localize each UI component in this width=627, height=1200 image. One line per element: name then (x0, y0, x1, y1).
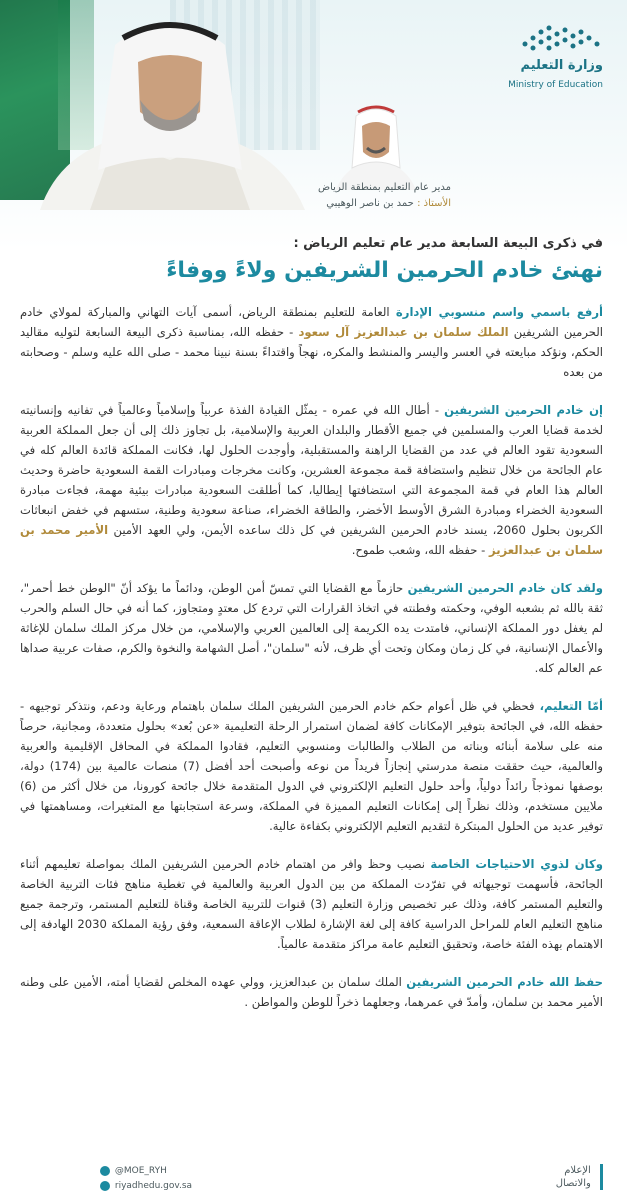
article-body (20, 302, 603, 1030)
director-portrait (326, 98, 426, 190)
globe-icon (100, 1181, 110, 1191)
paragraph-5-highlight: وكان لذوي الاحتياجات الخاصة (430, 857, 603, 871)
footer (0, 1160, 627, 1200)
paragraph-3 (20, 578, 603, 678)
header-banner (0, 0, 627, 250)
paragraph-4 (20, 696, 603, 836)
paragraph-5 (20, 854, 603, 954)
paragraph-4-highlight: أمّا التعليم، (539, 699, 604, 713)
footer-accent-bar (600, 1164, 603, 1190)
director-caption (261, 180, 451, 212)
paragraph-2-crown-prince-name: الأمير محمد بن سلمان بن عبدالعزيز (20, 523, 603, 557)
footer-handle[interactable]: @MOE_RYH (114, 1166, 167, 1176)
paragraph-2-highlight: إن خادم الحرمين الشريفين (444, 403, 603, 417)
king-portrait (20, 0, 320, 210)
paragraph-1-highlight: أرفع باسمي واسم منسوبي الإدارة (395, 305, 604, 319)
paragraph-2-text-a: - أطال الله في عمره - يمثّل القيادة الفذة عربياً وإسلامياً وعالمياً في تفانيه وإنسانيته لخدمة قضايا العرب والمسلمين في جميع الأقطار والبلدان العربية والإسلامية، بل تجاوز ذلك إلى أن جعل المملكة العربية السعودية تقود العالم في عدد من القضايا الراهنة والمستقبلية، وأوجدت الحلول لها، فكانت المملكة قائدة العالم كله في عام الجائحة من خلال تنظيم واستضافة قمة مجموعة العشرين، وكانت مخرجات ومبادرات القمة السعودية حاضرة وحديث العالم هذا العام في قمة المجموعة التي استضافتها إيطاليا، كما أطلقت السعودية مبادرات بيئية مهمة، فجاءت مبادرة السعودية الخضراء ومبادرة الشرق الأوسط الأخضر، والطاقة الخضراء، صناعة سعودية وطنية، ستسهم في خفض انبعاثات الكربون بحلول 2060، يسند خادم الحرمين الشريفين في كل ذلك ساعده الأيمن، ولي العهد الأمين (20, 403, 603, 537)
intro-line: في ذكرى البيعة السابعة مدير عام تعليم الرياض : (293, 236, 603, 251)
paragraph-6 (20, 972, 603, 1012)
logo-english-text: Ministry of Education (508, 80, 603, 90)
footer-contact (100, 1164, 192, 1194)
footer-dept-line1: الإعلام (564, 1165, 591, 1176)
logo-arabic-text: وزارة التعليم (520, 58, 603, 73)
director-name: حمد بن ناصر الوهيبي (326, 198, 414, 209)
paragraph-3-highlight: ولقد كان خادم الحرمين الشريفين (407, 581, 603, 595)
name-prefix: الأستاذ : (417, 198, 451, 209)
paragraph-1-text-b: - حفظه الله، بمناسبة ذكرى البيعة السابعة لتوليه مقاليد الحكم، ونؤكد مبايعته في العسر واليسر والمنشط والمكره، نهجاً واقتداءً بسنة نبينا محمد - صلى الله عليه وسلم - وصحابته من بعده (20, 325, 603, 379)
paragraph-2 (20, 400, 603, 560)
paragraph-5-text: نصيب وحظ وافر من اهتمام خادم الحرمين الشريفين الملك بمواصلة تعليمهم أثناء الجائحة، فأسهمت توجيهاته في تفرّدت المملكة من بين الدول العربية والعالمية في تغطية مناهج فئات التربية الخاصة والتعليم المستمر كافة، وذلك عبر تخصيص وزارة التعليم (3) قنوات للتربية الخاصة وقناة للتعليم المستمر، وترجمة جميع مناهج التعليم العام للمراحل الدراسية كافة إلى لغة الإشارة لطلاب الإعاقة السمعية، وفق رؤية المملكة 2030 الهادفة إلى الاهتمام بهذه الفئة خاصة، وتحقيق التعليم عامة مراكز متقدمة عالمياً. (20, 857, 603, 951)
paragraph-2-text-b: - حفظه الله، وشعب طموح. (351, 543, 489, 557)
paragraph-1 (20, 302, 603, 382)
page-title: نهنئ خادم الحرمين الشريفين ولاءً ووفاءً (166, 258, 603, 283)
ministry-logo-icon (519, 20, 603, 54)
paragraph-6-highlight: حفظ الله خادم الحرمين الشريفين (406, 975, 604, 989)
paragraph-6-text: الملك سلمان بن عبدالعزيز، وولي عهده المخلص لقضايا أمته، الأمين على وطنه الأمير محمد بن سلمان، وأمدّ في عمرهما، وجعلهما ذخراً للوطن والمواطن . (20, 975, 603, 1009)
social-icon (100, 1166, 110, 1176)
footer-website[interactable]: riyadhedu.gov.sa (114, 1181, 193, 1191)
director-name-line (261, 196, 451, 212)
footer-dept-line2: والاتصال (555, 1178, 591, 1189)
footer-department (556, 1164, 603, 1190)
paragraph-3-text: حازماً مع القضايا التي تمسّ أمن الوطن، ودائماً ما يؤكد أنّ "الوطن خط أحمر"، ثقة بالله ثم بشعبه الوفي، وحكمته وفطنته في اتخاذ القرارات التي تردع كل معتدٍ ومتجاوز، كما أنه في حال السلم والحرب لم يغفل دور المملكة الإنساني، فامتدت يده الكريمة إلى العالمين العربي والإسلامي، من خلال مركز الملك سلمان للإغاثة والأعمال الإنسانية، في كل زمان ومكان وتحت أي ظرف، لأنه "سلمان"، أصل الشهامة والنخوة والكرم، صفات عربية صداها عم العالم كله. (20, 581, 603, 675)
paragraph-4-text: فحظي في ظل أعوام حكم خادم الحرمين الشريفين الملك سلمان باهتمام ورعاية ودعم، ونتذكر توجيهه - حفظه الله، في الجائحة بتوفير الإمكانات كافة لضمان استمرار الرحلة التعليمية «عن بُعد» بحلول متعددة، ومجانية، حرصاً منه على سلامة أبنائه وبناته من الطلاب والطالبات ومنسوبي التعليم، فقادوا المملكة في المحافل الإقليمية والعربية والعالمية، حيث حققت منصة مدرستي إنجازاً فريداً من نوعه وأصبحت أحد أفضل (7) منصات عالمية بين (174) دولة، بوصفها نموذجاً رائداً دولياً، وأحد حلول التعليم الإلكتروني في الدول المتقدمة خلال جائحة كورونا، من خلال أكثر من (6) ملايين مستخدم، وذلك نظراً إلى إمكانات التعليم المميزة في المملكة، وسرعة استجابتها مع المتغيرات، ومساهمتها في توفير عديد من الحلول المبتكرة لتقديم التعليم الإلكتروني بكفاءة عالية. (20, 699, 603, 833)
paragraph-1-king-name: الملك سلمان بن عبدالعزيز آل سعود (298, 325, 509, 339)
paragraph-1-text-a: العامة للتعليم بمنطقة الرياض، أسمى آيات التهاني والمباركة لمولاي خادم الحرمين الشريفين (20, 305, 604, 339)
ministry-logo (479, 20, 609, 100)
director-role: مدير عام التعليم بمنطقة الرياض (318, 182, 451, 193)
